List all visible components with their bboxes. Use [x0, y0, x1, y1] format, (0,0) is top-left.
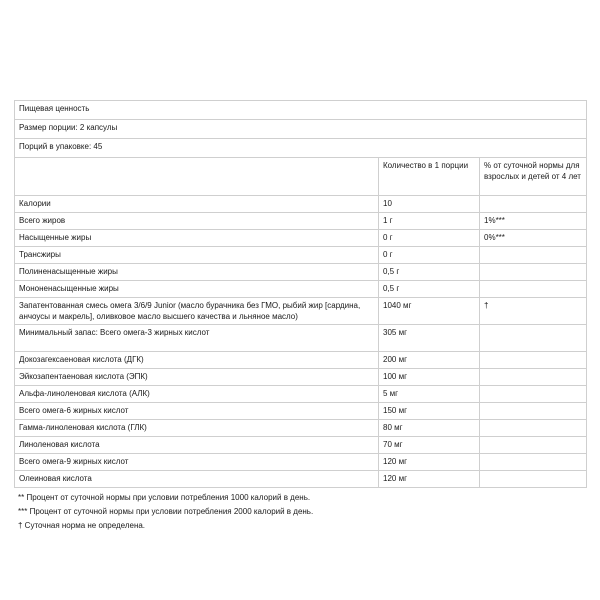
nutrient-name: Полиненасыщенные жиры [15, 264, 379, 281]
servings-per-container: Порций в упаковке: 45 [15, 139, 587, 158]
nutrient-amount: 150 мг [379, 403, 480, 420]
nutrient-amount: 100 мг [379, 369, 480, 386]
nutrient-daily-value [480, 369, 587, 386]
table-row [15, 369, 587, 386]
nutrient-amount: 10 [379, 196, 480, 213]
column-header-daily-value: % от суточной нормы для взрослых и детей от 4 лет [480, 158, 587, 196]
nutrient-amount: 0,5 г [379, 281, 480, 298]
table-row [15, 247, 587, 264]
nutrient-name: Запатентованная смесь омега 3/6/9 Junior (масло бурачника без ГМО, рыбий жир [сардина, анчоусы и макрель], оливковое масло высшего качества и льняное масло) [15, 298, 379, 325]
column-header-name [15, 158, 379, 196]
footnote: ** Процент от суточной нормы при условии потребления 1000 калорий в день. [18, 493, 311, 502]
nutrient-amount: 70 мг [379, 437, 480, 454]
nutrient-name: Докозагексаеновая кислота (ДГК) [15, 352, 379, 369]
footnotes [14, 492, 586, 534]
nutrient-name: Всего жиров [15, 213, 379, 230]
table-row [15, 213, 587, 230]
nutrient-amount: 120 мг [379, 454, 480, 471]
table-row [15, 230, 587, 247]
serving-size: Размер порции: 2 капсулы [15, 120, 587, 139]
nutrient-name: Гамма-линоленовая кислота (ГЛК) [15, 420, 379, 437]
table-row [15, 386, 587, 403]
column-header-amount: Количество в 1 порции [379, 158, 480, 196]
nutrient-daily-value [480, 281, 587, 298]
nutrient-amount: 0 г [379, 247, 480, 264]
nutrient-daily-value [480, 471, 587, 488]
nutrient-name: Минимальный запас: Всего омега-3 жирных кислот [15, 325, 379, 352]
nutrition-table [14, 100, 587, 488]
table-row [15, 437, 587, 454]
nutrient-amount: 200 мг [379, 352, 480, 369]
nutrient-amount: 5 мг [379, 386, 480, 403]
table-row [15, 403, 587, 420]
table-row [15, 454, 587, 471]
nutrient-name: Насыщенные жиры [15, 230, 379, 247]
nutrient-name: Калории [15, 196, 379, 213]
nutrient-name: Трансжиры [15, 247, 379, 264]
nutrient-name: Всего омега-6 жирных кислот [15, 403, 379, 420]
nutrient-amount: 80 мг [379, 420, 480, 437]
footnote: † Суточная норма не определена. [18, 521, 146, 530]
column-header-row [15, 158, 587, 196]
nutrition-facts [14, 100, 586, 534]
table-row [15, 325, 587, 352]
nutrient-amount: 1 г [379, 213, 480, 230]
nutrient-amount: 305 мг [379, 325, 480, 352]
nutrient-name: Олеиновая кислота [15, 471, 379, 488]
servings-row [15, 139, 587, 158]
nutrient-amount: 0 г [379, 230, 480, 247]
table-row [15, 196, 587, 213]
nutrient-daily-value [480, 420, 587, 437]
title-row [15, 101, 587, 120]
table-title: Пищевая ценность [15, 101, 587, 120]
nutrient-daily-value [480, 352, 587, 369]
table-row [15, 471, 587, 488]
nutrient-amount: 1040 мг [379, 298, 480, 325]
nutrient-daily-value [480, 264, 587, 281]
nutrient-daily-value [480, 196, 587, 213]
nutrient-daily-value [480, 454, 587, 471]
nutrient-amount: 120 мг [379, 471, 480, 488]
table-row [15, 264, 587, 281]
nutrient-name: Линоленовая кислота [15, 437, 379, 454]
nutrient-name: Всего омега-9 жирных кислот [15, 454, 379, 471]
serving-size-row [15, 120, 587, 139]
nutrient-daily-value [480, 437, 587, 454]
table-row [15, 298, 587, 325]
nutrient-daily-value [480, 386, 587, 403]
nutrient-amount: 0,5 г [379, 264, 480, 281]
table-row [15, 352, 587, 369]
footnote: *** Процент от суточной нормы при условии потребления 2000 калорий в день. [18, 507, 314, 516]
table-row [15, 420, 587, 437]
table-row [15, 281, 587, 298]
nutrient-daily-value [480, 403, 587, 420]
nutrient-daily-value: 1%*** [480, 213, 587, 230]
nutrient-name: Эйкозапентаеновая кислота (ЭПК) [15, 369, 379, 386]
nutrient-daily-value: † [480, 298, 587, 325]
nutrient-name: Альфа-линоленовая кислота (АЛК) [15, 386, 379, 403]
nutrient-daily-value [480, 325, 587, 352]
nutrient-name: Мононенасыщенные жиры [15, 281, 379, 298]
nutrient-daily-value [480, 247, 587, 264]
nutrient-daily-value: 0%*** [480, 230, 587, 247]
